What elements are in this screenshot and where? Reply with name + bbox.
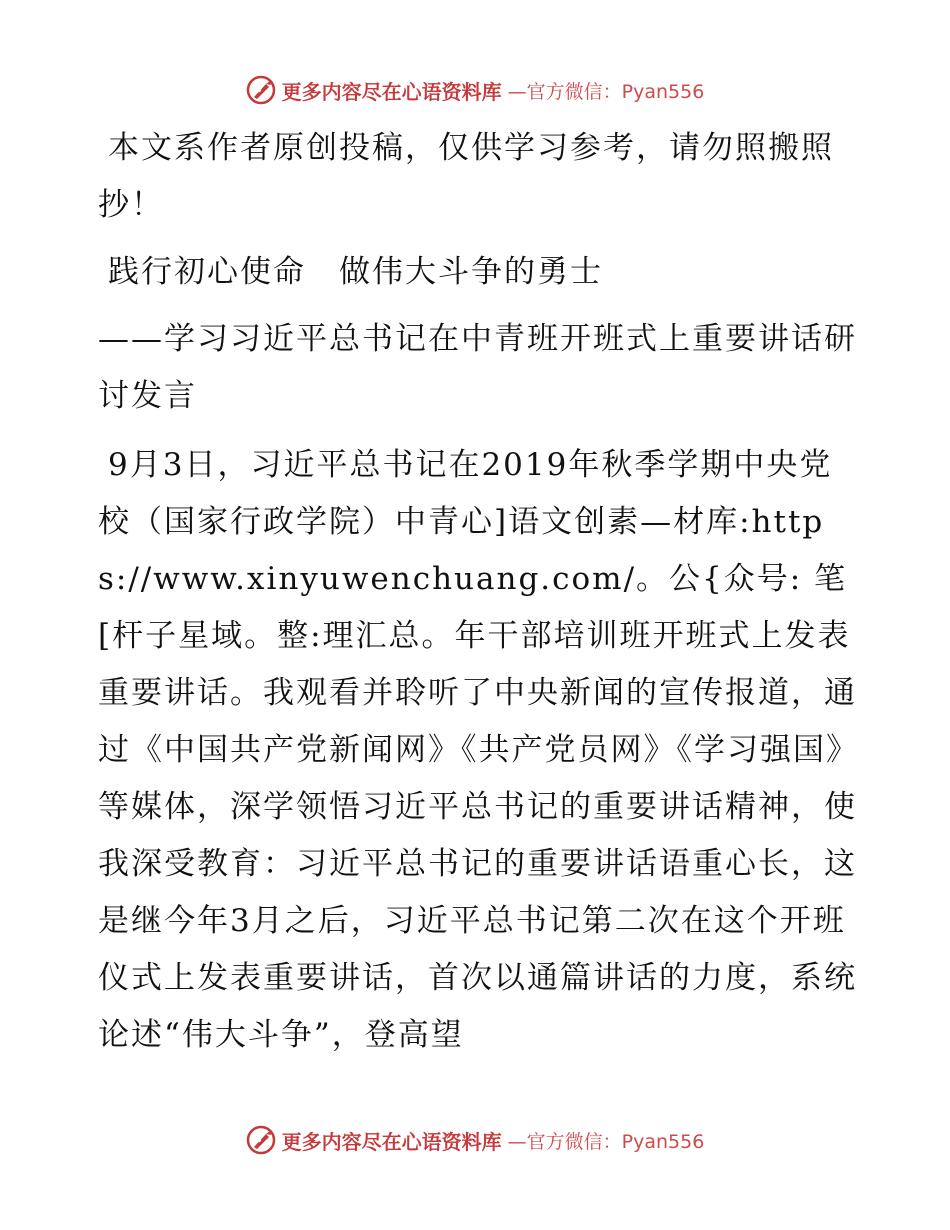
body-paragraph: 9月3日，习近平总书记在2019年秋季学期中央党校（国家行政学院）中青心]语文创素—材库:https://www.xinyuwenchuang.com/。公{众号: 笔[杆子星域。整:理汇总。年干部培训班开班式上发表重要讲话。我观看并聆听了中央新闻的宣传报道，通过《中国共产党新闻网》《共产党员网》《学习强国》等媒体，深学领悟习近平总书记的重要讲话精神，使我深受教育：习近平总书记的重要讲话语重心长，这是继今年3月之后，习近平总书记第二次在这个开班仪式上发表重要讲话，首次以通篇讲话的力度，系统论述“伟大斗争”，登高望: [98, 447, 857, 1053]
watermark-brand-text: 更多内容尽在心语资料库: [281, 1129, 502, 1154]
quill-logo-icon: [246, 1125, 276, 1155]
copyright-notice: 本文系作者原创投稿，仅供学习参考，请勿照搬照抄！: [98, 130, 834, 223]
header-watermark: [0, 70, 950, 110]
document-subtitle: ——学习习近平总书记在中青班开班式上重要讲话研讨发言: [98, 321, 857, 414]
watermark-official-text: —官方微信：Pyan556: [507, 1130, 705, 1153]
document-title: 践行初心使命 做伟大斗争的勇士: [108, 254, 603, 290]
watermark-official-text: —官方微信：Pyan556: [507, 80, 705, 103]
watermark-brand-text: 更多内容尽在心语资料库: [281, 79, 502, 104]
quill-logo-icon: [246, 75, 276, 105]
document-body: [98, 120, 858, 1074]
footer-watermark: [0, 1120, 950, 1160]
